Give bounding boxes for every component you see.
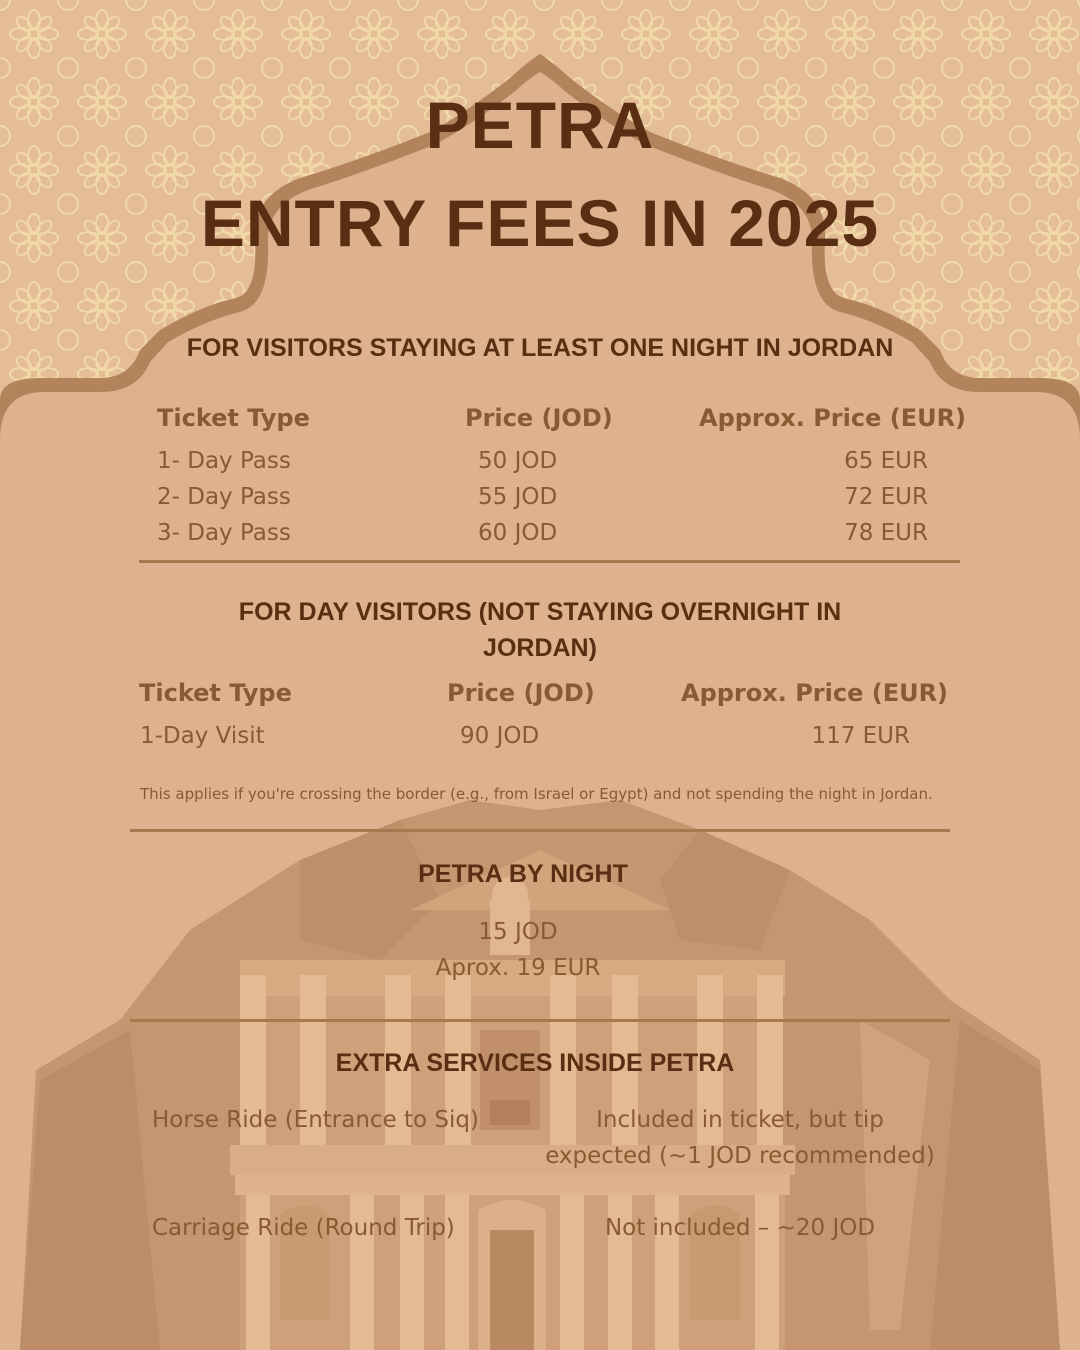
petra-by-night-heading: PETRA BY NIGHT (418, 860, 628, 888)
price-jod-cell: 90 JOD (460, 723, 540, 749)
service-detail: Not included – ~20 JOD (604, 1215, 876, 1241)
night-price-jod: 15 JOD (478, 919, 558, 945)
night-price-eur: Aprox. 19 EUR (435, 955, 601, 981)
service-detail-line-2: expected (~1 JOD recommended) (545, 1143, 935, 1169)
day-col-price-jod: Price (JOD) (447, 679, 595, 707)
ticket-type-cell: 1-Day Visit (140, 723, 265, 749)
price-eur-cell: 117 EUR (811, 723, 910, 749)
title-line-1: PETRA (425, 88, 655, 162)
border-crossing-note: This applies if you're crossing the border (e.g., from Israel or Egypt) and not spending the night in Jordan. (140, 785, 933, 803)
price-eur-cell: 78 EUR (844, 520, 928, 546)
service-name: Horse Ride (Entrance to Siq) (152, 1107, 479, 1133)
overnight-col-price-jod: Price (JOD) (465, 404, 613, 432)
service-name: Carriage Ride (Round Trip) (152, 1215, 455, 1241)
divider (130, 829, 950, 832)
day-visitors-heading: FOR DAY VISITORS (NOT STAYING OVERNIGHT IN (238, 598, 842, 626)
day-col-ticket-type: Ticket Type (139, 679, 292, 707)
price-jod-cell: 50 JOD (478, 448, 558, 474)
day-visitors-heading-line-2: JORDAN) (483, 634, 597, 662)
divider (139, 560, 960, 563)
overnight-heading: FOR VISITORS STAYING AT LEAST ONE NIGHT IN JORDAN (186, 334, 894, 362)
ticket-type-cell: 3- Day Pass (157, 520, 291, 546)
price-jod-cell: 60 JOD (478, 520, 558, 546)
price-eur-cell: 65 EUR (844, 448, 928, 474)
ticket-type-cell: 2- Day Pass (157, 484, 291, 510)
price-jod-cell: 55 JOD (478, 484, 558, 510)
extra-services-heading: EXTRA SERVICES INSIDE PETRA (335, 1049, 735, 1077)
service-detail: Included in ticket, but tip (596, 1107, 884, 1133)
title-line-2: ENTRY FEES IN 2025 (200, 186, 880, 260)
overnight-col-price-eur: Approx. Price (EUR) (699, 404, 967, 432)
divider (130, 1019, 950, 1022)
day-col-price-eur: Approx. Price (EUR) (681, 679, 949, 707)
overnight-col-ticket-type: Ticket Type (157, 404, 310, 432)
ticket-type-cell: 1- Day Pass (157, 448, 291, 474)
price-eur-cell: 72 EUR (844, 484, 928, 510)
